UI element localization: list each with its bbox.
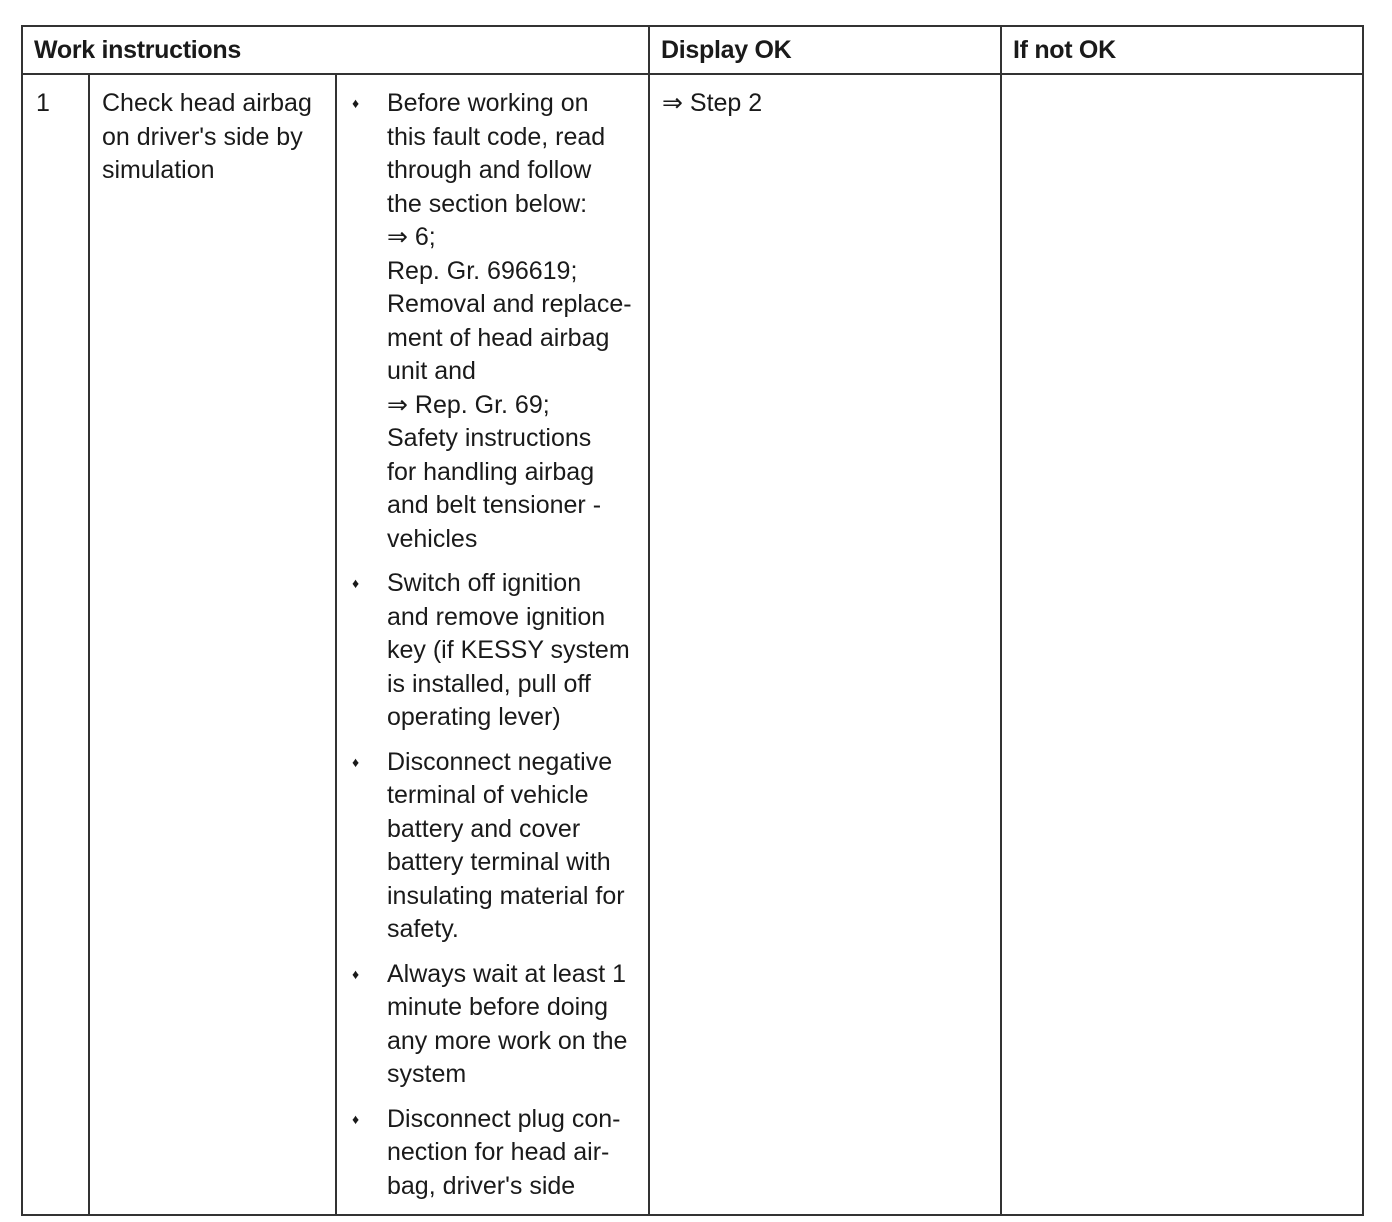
work-instructions-table [21,25,1364,1216]
instruction-line: ⇒ 6; [387,223,436,251]
list-item [351,958,642,1092]
header-display-ok: Display OK [649,26,1001,74]
instruction-line: vehicles [387,524,478,553]
instruction-steps [336,74,649,1215]
instruction-line: bag, driver's side [387,1171,576,1200]
list-item [351,1103,642,1204]
diamond-bullet-icon: ♦ [352,753,360,770]
instruction-line: is installed, pull off [387,669,591,698]
list-item [351,87,642,556]
diamond-bullet-icon: ♦ [352,95,360,111]
instruction-line: Disconnect negative [387,747,613,776]
description-line: simulation [102,156,215,184]
instruction-line: Always wait at least 1 [387,959,626,988]
instruction-line: the section below: [387,189,588,218]
instruction-line: this fault code, read [387,122,606,151]
instruction-line: and belt tensioner - [387,491,602,519]
diamond-bullet-icon: ♦ [352,575,360,591]
instruction-line: for handling airbag [387,457,595,486]
instruction-line: through and follow [387,156,592,184]
instruction-line: nection for head air- [387,1138,610,1166]
header-if-not-ok: If not OK [1001,26,1363,74]
instruction-line: and remove ignition [387,602,606,631]
table-row [22,74,1363,1215]
diamond-bullet-icon: ♦ [352,965,360,982]
instruction-line: key (if KESSY system [387,636,630,664]
diamond-bullet-icon: ♦ [352,1110,360,1127]
instruction-line: battery and cover [387,814,581,843]
instruction-line: ment of head airbag [387,323,610,352]
description-line: Check head airbag [102,89,312,117]
list-item [351,567,642,735]
display-ok-cell: ⇒ Step 2 [649,74,1001,1215]
table-header-row [22,26,1363,74]
step-description [89,74,336,1215]
instruction-line: minute before doing [387,993,608,1021]
instruction-line: safety. [387,915,459,943]
instruction-line: operating lever) [387,703,561,731]
instruction-line: insulating material for [387,881,625,910]
description-line: on driver's side by [102,122,303,151]
instruction-line: Removal and replace- [387,290,632,318]
instruction-line: Before working on [387,89,589,117]
step-number: 1 [22,74,89,1215]
instruction-line: Safety instructions [387,424,592,452]
instruction-line: system [387,1060,467,1088]
instruction-line: terminal of vehicle [387,781,589,809]
list-item [351,746,642,947]
instruction-line: Rep. Gr. 696619; [387,256,578,285]
header-work-instructions: Work instructions [22,26,649,74]
if-not-ok-cell [1001,74,1363,1215]
instruction-list [351,87,642,1203]
instruction-line: battery terminal with [387,848,611,876]
instruction-line: ⇒ Rep. Gr. 69; [387,390,550,419]
instruction-line: Disconnect plug con- [387,1104,621,1133]
instruction-line: any more work on the [387,1026,628,1055]
instruction-line: Switch off ignition [387,569,582,597]
instruction-line: unit and [387,357,476,385]
